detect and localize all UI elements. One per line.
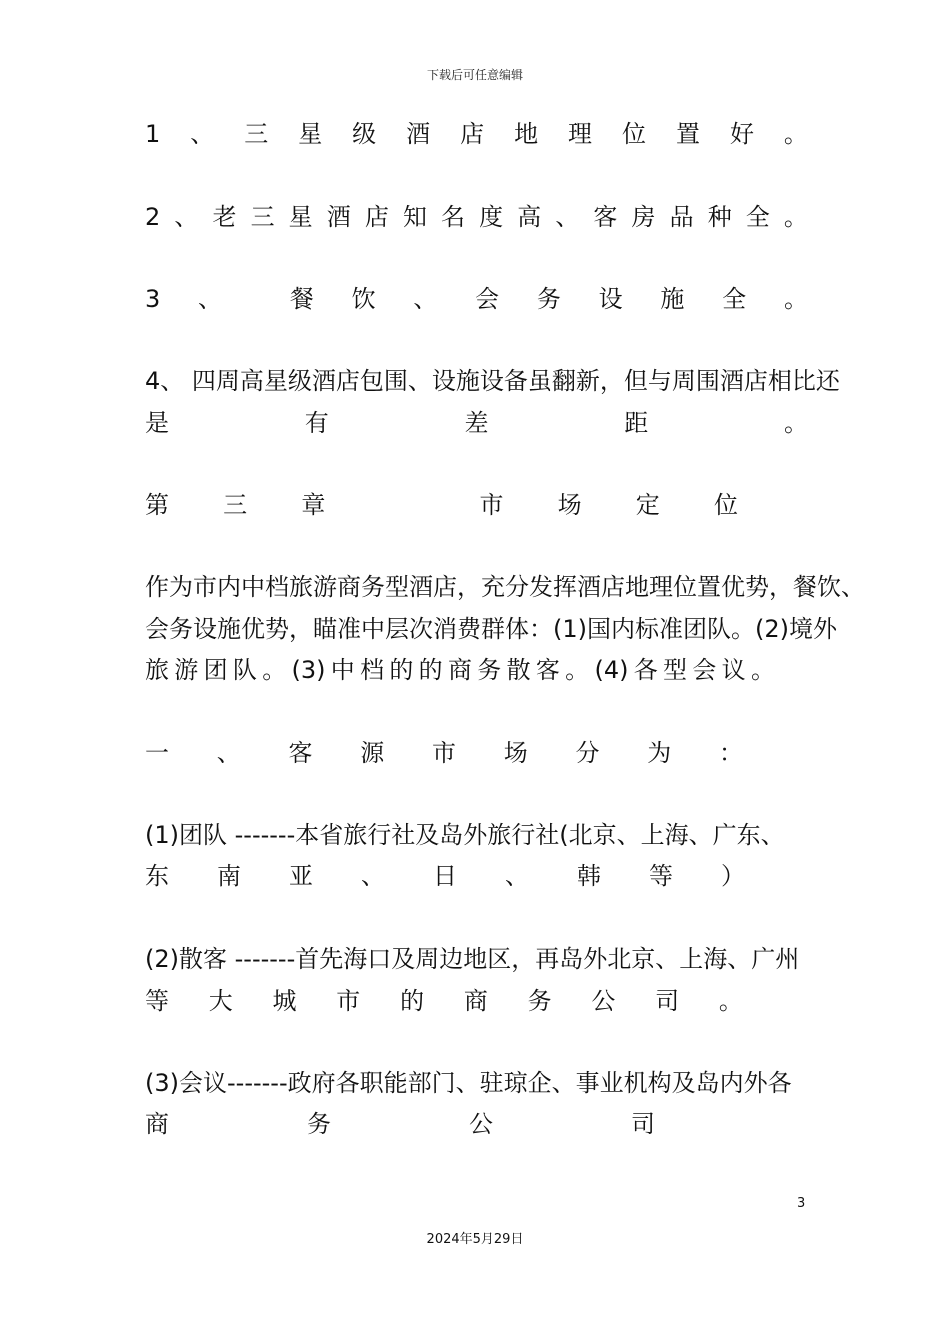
positioning-line-3: 旅 游 团 队 。 (3) 中 档 的 的 商 务 散 客 。 (4) 各 型 会 议 。 [145, 656, 775, 684]
source-group-line-1: (1)团队 -------本省旅行社及岛外旅行社(北京、上海、广东、 [145, 821, 785, 849]
footer-date: 2024年5月29日 [426, 1232, 524, 1247]
source-individual-line-2: 等 大 城 市 的 商 务 公 司 。 [145, 987, 743, 1015]
page-header: 下载后可任意编辑 [426, 68, 523, 82]
source-group-line-2: 东 南 亚 、 日 、 韩 等 ） [145, 862, 745, 890]
source-individual-line-1: (2)散客 -------首先海口及周边地区，再岛外北京、上海、广州 [145, 945, 800, 973]
item-2: 2 、 老 三 星 酒 店 知 名 度 高 、 客 房 品 种 全 。 [145, 203, 808, 231]
section-one-heading: 一 、 客 源 市 场 分 为 ： [145, 739, 743, 767]
item-4-line-2: 是 有 差 距 。 [145, 409, 808, 437]
chapter-heading: 第 三 章 市 场 定 位 [145, 491, 738, 519]
source-meeting-line-1: (3)会议-------政府各职能部门、驻琼企、事业机构及岛内外各 [145, 1069, 792, 1097]
page-number: 3 [797, 1196, 806, 1211]
source-meeting-line-2: 商 务 公 司 [145, 1110, 655, 1138]
item-1: 1 、 三 星 级 酒 店 地 理 位 置 好 。 [145, 120, 808, 148]
item-4-line-1: 4、 四周高星级酒店包围、设施设备虽翻新，但与周围酒店相比还 [145, 367, 840, 395]
positioning-line-2: 会务设施优势，瞄准中层次消费群体：(1)国内标准团队。(2)境外 [145, 615, 837, 643]
item-3: 3 、 餐 饮 、 会 务 设 施 全 。 [145, 285, 808, 313]
positioning-line-1: 作为市内中档旅游商务型酒店，充分发挥酒店地理位置优势，餐饮、 [145, 573, 865, 601]
